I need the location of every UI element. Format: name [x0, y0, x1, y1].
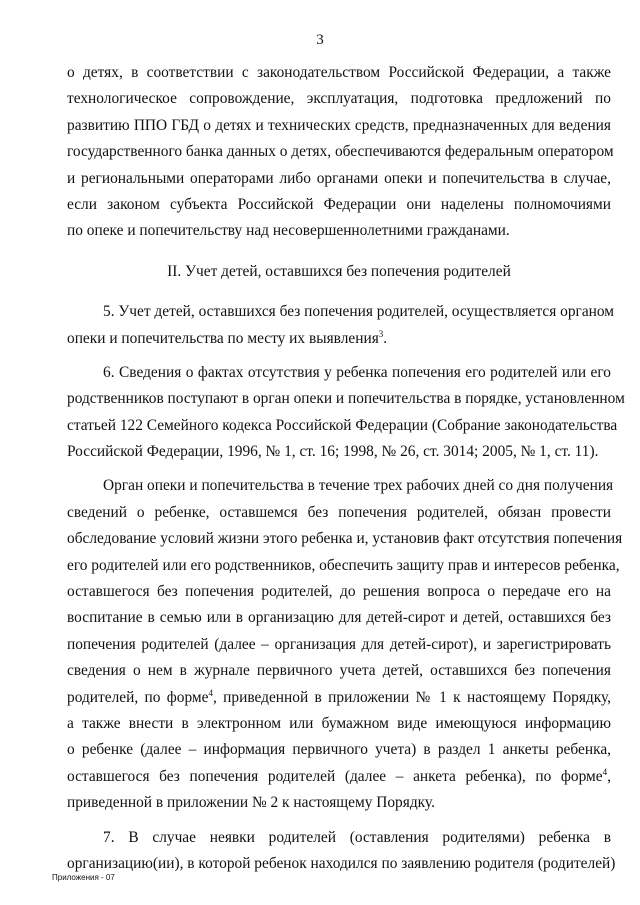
- paragraph-line: 6. Сведения о фактах отсутствия у ребенка попечения его родителей или его: [103, 363, 611, 381]
- paragraph-line: о детях, в соответствии с законодательством Российской Федерации, а также: [67, 64, 611, 81]
- section-heading: II. Учет детей, оставшихся без попечения родителей: [167, 262, 511, 280]
- paragraph-line: воспитание в семью или в организацию для детей-сирот и детей, оставшихся без: [67, 609, 611, 627]
- paragraph-text: , приведенной в приложении № 1 к настоящему Порядку,: [212, 688, 612, 706]
- paragraph-text: родителей, по форме: [67, 688, 209, 706]
- footer-label: Приложения - 07: [52, 873, 115, 882]
- paragraph-line: приведенной в приложении № 2 к настоящему Порядку.: [67, 794, 435, 812]
- paragraph-line: 7. В случае неявки родителей (оставления родителями) ребенка в: [103, 828, 611, 846]
- paragraph-line: Орган опеки и попечительства в течение трех рабочих дней со дня получения: [103, 477, 614, 495]
- paragraph-line: и региональными операторами либо органами опеки и попечительства в случае,: [67, 169, 611, 187]
- paragraph-line: [67, 685, 611, 711]
- paragraph-line: государственного банка данных о детях, обеспечиваются федеральным оператором: [67, 143, 614, 161]
- page-number: 3: [316, 32, 324, 48]
- paragraph-line: попечения родителей (далее – организация для детей-сирот), и зарегистрировать: [67, 635, 611, 653]
- paragraph-line: развитию ППО ГБД о детях и технических средств, предназначенных для ведения: [67, 116, 611, 134]
- paragraph-line: [67, 326, 611, 352]
- paragraph-line: по опеке и попечительству над несовершеннолетними гражданами.: [67, 222, 510, 240]
- paragraph-line: организацию(ии), в которой ребенок находился по заявлению родителя (родителей): [67, 854, 616, 872]
- paragraph-line: если законом субъекта Российской Федерации они наделены полномочиями: [67, 195, 611, 213]
- paragraph-text: .: [383, 329, 388, 347]
- paragraph-line: оставшегося без попечения родителей, до решения вопроса о передаче его на: [67, 583, 611, 601]
- paragraph-line: обследование условий жизни этого ребенка и, установив факт отсутствия попечения: [67, 530, 623, 548]
- paragraph-line: сведения о нем в журнале первичного учета детей, оставшихся без попечения: [67, 662, 611, 680]
- paragraph-line: о ребенке (далее – информация первичного учета) в раздел 1 анкеты ребенка,: [67, 741, 611, 759]
- footnote-ref: 3: [378, 328, 384, 339]
- paragraph-text: оставшегося без попечения родителей (далее – анкета ребенка), по форме: [67, 767, 603, 785]
- paragraph-line: сведений о ребенке, оставшемся без попечения родителей, обязан провести: [67, 503, 611, 521]
- paragraph-text: опеки и попечительства по месту их выявления: [67, 329, 379, 347]
- footnote-ref: 4: [208, 687, 213, 698]
- footnote-ref: 4: [602, 766, 608, 777]
- paragraph-line: а также внести в электронном или бумажном виде имеющуюся информацию: [67, 714, 611, 732]
- paragraph-line: его родителей или его родственников, обеспечить защиту прав и интересов ребенка,: [67, 556, 620, 574]
- paragraph-line: статьей 122 Семейного кодекса Российской Федерации (Собрание законодательства: [67, 416, 618, 434]
- paragraph-line: родственников поступают в орган опеки и попечительства в порядке, установленном: [67, 390, 625, 408]
- paragraph-line: [67, 764, 611, 790]
- paragraph-text: ,: [607, 767, 611, 785]
- paragraph-line: Российской Федерации, 1996, № 1, ст. 16; 1998, № 26, ст. 3014; 2005, № 1, ст. 11).: [67, 443, 599, 461]
- document-body: [67, 60, 625, 877]
- paragraph-line: 5. Учет детей, оставшихся без попечения родителей, осуществляется органом: [103, 303, 615, 321]
- paragraph-line: технологическое сопровождение, эксплуатация, подготовка предложений по: [67, 90, 611, 108]
